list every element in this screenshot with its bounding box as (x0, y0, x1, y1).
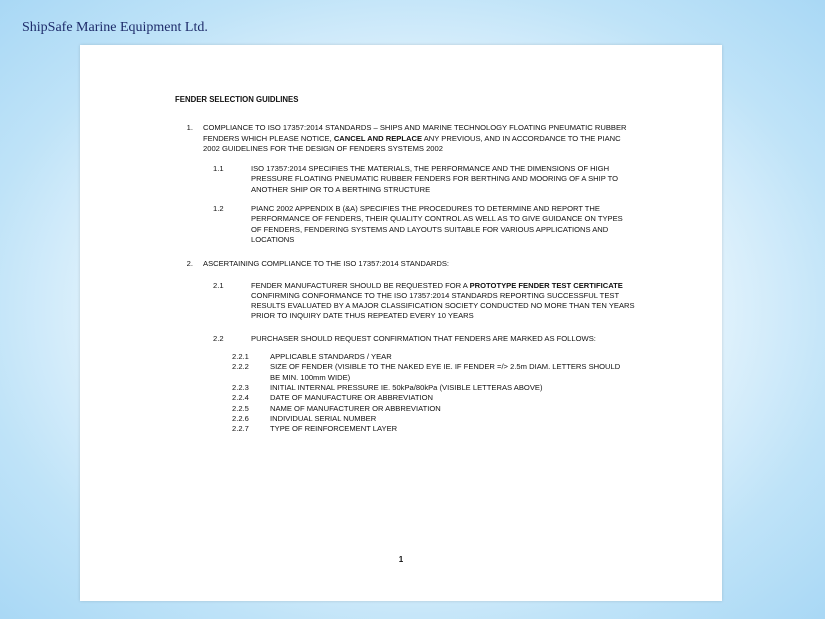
item-number: 2.2.1 (232, 352, 249, 362)
subsection-number: 1.1 (213, 164, 224, 174)
item-text: INITIAL INTERNAL PRESSURE IE. 50kPa/80kPa (VISIBLE LETTERAS ABOVE) (270, 382, 543, 392)
list-item (232, 424, 635, 434)
subsection-text: PIANC 2002 APPENDIX B (&A) SPECIFIES THE PROCEDURES TO DETERMINE AND REPORT THE PERFORMANCE OF FENDERS, THEIR QUALITY CONTROL AS WELL AS TO GIVE GUIDANCE ON TYPES OF FENDERS, FENDERING SYSTEMS AND LAYOUTS SUITABLE FOR VARIOUS APPLICATIONS AND LOCATIONS (251, 204, 623, 244)
section-number: 1. (186, 123, 193, 133)
subsection-number: 2.1 (213, 280, 224, 290)
document-body (175, 95, 635, 434)
subsection-number: 1.2 (213, 204, 224, 214)
subsection-text: PURCHASER SHOULD REQUEST CONFIRMATION THAT FENDERS ARE MARKED AS FOLLOWS: (251, 333, 596, 343)
section-number: 2. (186, 259, 193, 269)
list-item (232, 383, 635, 393)
list-item (232, 362, 635, 383)
subsection-number: 2.2 (213, 333, 224, 343)
section-2-text: ASCERTAINING COMPLIANCE TO THE ISO 17357:2014 STANDARDS: (203, 259, 450, 269)
item-text: APPLICABLE STANDARDS / YEAR (270, 352, 392, 362)
subsection-2-1 (213, 281, 635, 322)
item-text: SIZE OF FENDER (VISIBLE TO THE NAKED EYE IE. IF FENDER =/> 2.5m DIAM. LETTERS SHOULD BE MIN. 100mm WIDE) (270, 362, 621, 382)
item-number: 2.2.3 (232, 382, 249, 392)
list-item (232, 414, 635, 424)
document-page (80, 45, 722, 601)
list-item (232, 393, 635, 403)
subsection-1-2 (213, 204, 635, 245)
company-name: ShipSafe Marine Equipment Ltd. (22, 20, 208, 35)
section-1-text: COMPLIANCE TO ISO 17357:2014 STANDARDS – SHIPS AND MARINE TECHNOLOGY FLOATING PNEUMATIC RUBBER FENDERS WHICH PLEASE NOTICE, CANCEL AND REPLACE ANY PREVIOUS, AND IN ACCORDANCE TO THE PIANC 2002 GUIDELINES FOR THE DESIGN OF FENDERS SYSTEMS 2002 (203, 123, 627, 153)
item-number: 2.2.2 (232, 362, 249, 372)
item-number: 2.2.7 (232, 424, 249, 434)
page-number: 1 (398, 555, 404, 564)
subsection-2-2 (213, 334, 635, 344)
marking-list (232, 352, 635, 434)
document-title: FENDER SELECTION GUIDLINES (175, 95, 299, 104)
item-number: 2.2.6 (232, 413, 249, 423)
list-item (232, 404, 635, 414)
item-text: TYPE OF REINFORCEMENT LAYER (270, 424, 398, 434)
subsection-text: ISO 17357:2014 SPECIFIES THE MATERIALS, THE PERFORMANCE AND THE DIMENSIONS OF HIGH PRESSURE FLOATING PNEUMATIC RUBBER FENDERS FOR BERTHING AND MOORING OF A SHIP TO ANOTHER SHIP OR TO A BERTHING STRUCTURE (251, 164, 619, 194)
subsection-1-1 (213, 164, 635, 195)
item-text: INDIVIDUAL SERIAL NUMBER (270, 413, 377, 423)
section-1 (175, 123, 635, 154)
item-number: 2.2.4 (232, 393, 249, 403)
section-2 (175, 259, 635, 269)
list-item (232, 352, 635, 362)
subsection-text: FENDER MANUFACTURER SHOULD BE REQUESTED FOR A PROTOTYPE FENDER TEST CERTIFICATE CONFIRMING CONFORMANCE TO THE ISO 17357:2014 STANDARDS REPORTING SUCCESSFUL TEST RESULTS EVALUATED BY A MAJOR CLASSIFICATION SOCIETY CONDUCTED NO MORE THAN TEN YEARS PRIOR TO INQUIRY DATE THUS REPEATED EVERY 10 YEARS (251, 280, 635, 321)
item-text: DATE OF MANUFACTURE OR ABBREVIATION (270, 393, 434, 403)
item-text: NAME OF MANUFACTURER OR ABBREVIATION (270, 403, 441, 413)
item-number: 2.2.5 (232, 403, 249, 413)
